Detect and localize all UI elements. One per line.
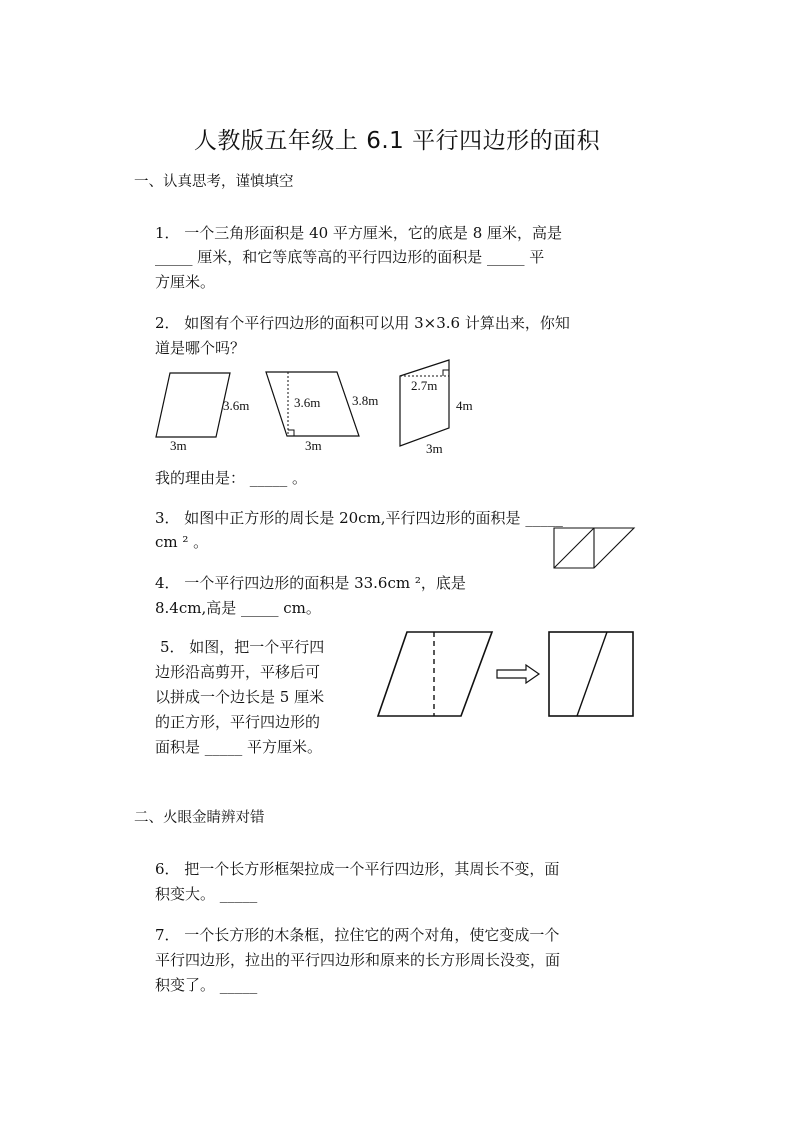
question-1-line-2: _____ 厘米，和它等底等高的平行四边形的面积是 _____ 平 [155, 248, 545, 266]
question-5-line-3: 以拼成一个边长是 5 厘米 [155, 688, 325, 706]
question-4-line-2: 8.4cm,高是 _____ cm。 [155, 599, 321, 617]
parallelogram-a-side-label: 3.6m [223, 398, 250, 413]
question-6-line-2: 积变大。 _____ [155, 885, 258, 903]
question-5-line-4: 的正方形，平行四边形的 [155, 713, 321, 731]
question-7-line-2: 平行四边形，拉出的平行四边形和原来的长方形周长没变，面 [155, 951, 561, 969]
parallelogram-b-side-label: 3.8m [352, 393, 379, 408]
parallelogram-b-right-angle-mark [288, 430, 294, 436]
question-5-line-1: 5． 如图，把一个平行四 [160, 638, 325, 656]
parallelogram-c-side-label: 4m [456, 398, 473, 413]
parallelogram-c-right-angle-mark [443, 370, 449, 376]
question-7-line-3: 积变了。 _____ [155, 976, 258, 994]
question-3-line-1: 3． 如图中正方形的周长是 20cm,平行四边形的面积是 _____ [155, 509, 563, 527]
result-square [549, 632, 633, 716]
question-2-reason: 我的理由是： _____ 。 [155, 469, 308, 487]
question-1-line-1: 1． 一个三角形面积是 40 平方厘米，它的底是 8 厘米，高是 [155, 224, 563, 242]
page-title: 人教版五年级上 6.1 平行四边形的面积 [193, 128, 601, 154]
question-5-line-2: 边形沿高剪开，平移后可 [155, 663, 321, 681]
question-7-line-1: 7． 一个长方形的木条框，拉住它的两个对角，使它变成一个 [155, 926, 560, 944]
cut-parallelogram [378, 632, 492, 716]
parallelogram-a [156, 373, 230, 437]
parallelogram-b-height-label: 3.6m [294, 395, 321, 410]
question-2-figures [150, 358, 490, 458]
parallelogram-c-top-label: 2.7m [411, 378, 438, 393]
question-5-line-5: 面积是 _____ 平方厘米。 [155, 738, 323, 756]
question-6-line-1: 6． 把一个长方形框架拉成一个平行四边形，其周长不变，面 [155, 860, 560, 878]
parallelogram-c-base-label: 3m [426, 441, 443, 456]
question-5-figure [375, 628, 640, 723]
question-1-line-3: 方厘米。 [155, 273, 216, 291]
question-4-line-1: 4． 一个平行四边形的面积是 33.6cm ²，底是 [155, 574, 466, 592]
arrow-right-icon [497, 665, 539, 683]
result-square-cut-line [577, 632, 607, 716]
parallelogram-b-base-label: 3m [305, 438, 322, 453]
section-heading-true-false: 二、火眼金睛辨对错 [134, 810, 265, 826]
square-diagonal-line [554, 528, 594, 568]
parallelogram-a-base-label: 3m [170, 438, 187, 453]
question-2-line-2: 道是哪个吗？ [155, 339, 246, 357]
section-heading-fill-blank: 一、认真思考，谨慎填空 [134, 174, 294, 190]
question-2-line-1: 2． 如图有个平行四边形的面积可以用 3×3.6 计算出来，你知 [155, 314, 570, 332]
question-3-line-2: cm ² 。 [155, 533, 209, 551]
question-3-figure [550, 524, 640, 572]
parallelogram-c [400, 360, 449, 446]
